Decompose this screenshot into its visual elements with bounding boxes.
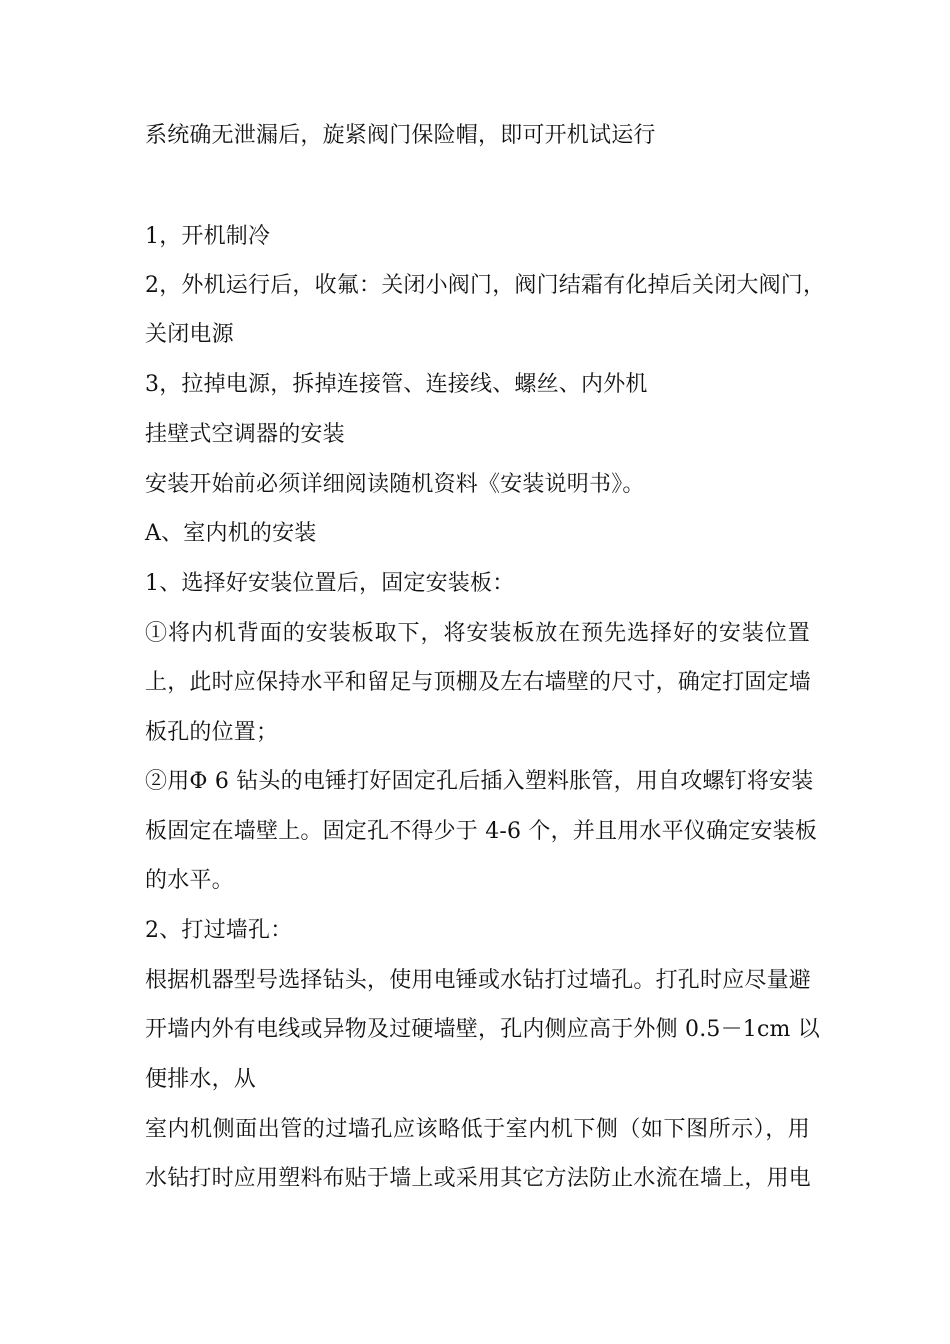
text-line: 水钻打时应用塑料布贴于墙上或采用其它方法防止水流在墙上，用电 bbox=[145, 1166, 812, 1191]
text-line: 关闭电源 bbox=[145, 322, 234, 347]
text-line: 板孔的位置； bbox=[145, 720, 279, 745]
text-line: 根据机器型号选择钻头，使用电锤或水钻打过墙孔。打孔时应尽量避 bbox=[145, 968, 812, 993]
section-heading: 挂壁式空调器的安装 bbox=[145, 422, 345, 447]
text-line: 系统确无泄漏后，旋紧阀门保险帽，即可开机试运行 bbox=[145, 123, 656, 148]
text-line: 开墙内外有电线或异物及过硬墙壁，孔内侧应高于外侧 0.5－1cm 以 bbox=[145, 1017, 820, 1042]
text-line: 便排水，从 bbox=[145, 1067, 257, 1092]
text-line: 的水平。 bbox=[145, 868, 234, 893]
text-line: 室内机侧面出管的过墙孔应该略低于室内机下侧（如下图所示），用 bbox=[145, 1117, 810, 1142]
text-line: 2、打过墙孔： bbox=[145, 918, 293, 943]
text-line: 1、选择好安装位置后，固定安装板： bbox=[145, 571, 515, 596]
text-line: 3，拉掉电源，拆掉连接管、连接线、螺丝、内外机 bbox=[145, 372, 648, 397]
text-line: ②用Φ 6 钻头的电锤打好固定孔后插入塑料胀管，用自攻螺钉将安装 bbox=[145, 769, 814, 794]
text-line: 板固定在墙壁上。固定孔不得少于 4-6 个，并且用水平仪确定安装板 bbox=[145, 819, 818, 844]
text-line: ①将内机背面的安装板取下，将安装板放在预先选择好的安装位置 bbox=[145, 621, 810, 646]
text-line: 1，开机制冷 bbox=[145, 224, 271, 249]
text-line: 2，外机运行后，收氟：关闭小阀门，阀门结霜有化掉后关闭大阀门， bbox=[145, 273, 826, 298]
text-line: 上，此时应保持水平和留足与顶棚及左右墙壁的尺寸，确定打固定墙 bbox=[145, 670, 812, 695]
subsection-heading: A、室内机的安装 bbox=[145, 521, 317, 546]
text-line: 安装开始前必须详细阅读随机资料《安装说明书》。 bbox=[145, 472, 645, 497]
